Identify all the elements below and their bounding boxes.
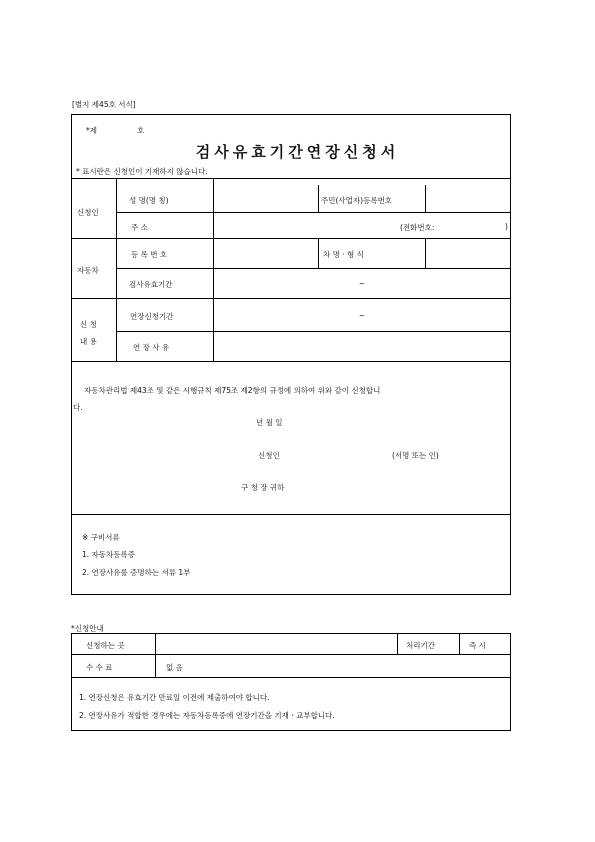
fee-label: 수 수 료 — [86, 663, 113, 672]
declaration-text-line2: 다. — [73, 403, 83, 412]
required-document-2: 2. 연장사유를 증명하는 서류 1부 — [82, 568, 191, 577]
registration-no-field[interactable] — [214, 239, 317, 267]
form-title: 검사유효기간연장신청서 — [195, 143, 400, 161]
request-section-label — [80, 316, 97, 350]
extension-reason-label: 연 장 사 유 — [133, 343, 170, 352]
declaration-text-line1: 자동차관리법 제43조 및 같은 시행규칙 제75조 제2항의 규정에 의하여 위와 같이 신청합니 — [84, 386, 381, 395]
valid-period-tilde: ~ — [358, 279, 366, 288]
address-field[interactable] — [214, 213, 510, 237]
name-label: 성 명(명 칭) — [129, 196, 169, 205]
notice-text: * 표시란은 신청인이 기재하지 않습니다. — [76, 167, 208, 176]
form-reference: [별지 제45호 서식] — [72, 100, 136, 109]
phone-label: (전화번호: — [400, 223, 435, 232]
request-section-line2: 내 용 — [80, 337, 97, 346]
receipt-number-suffix: 호 — [137, 126, 145, 135]
declaration-date: 년 월 일 — [256, 418, 283, 427]
phone-close: ) — [505, 222, 508, 231]
vehicle-model-field[interactable] — [426, 239, 510, 267]
registration-number-field[interactable] — [426, 186, 510, 211]
address-label: 주 소 — [131, 223, 148, 232]
application-place-label: 신청하는 곳 — [86, 641, 125, 650]
vehicle-model-label: 차 명 · 형 식 — [323, 250, 364, 259]
processing-period-value: 즉 시 — [469, 641, 486, 650]
request-section-line1: 신 청 — [80, 320, 97, 329]
guide-note-2: 2. 연장사유가 적합한 경우에는 자동차등록증에 연장기간을 기재ㆍ교부합니다. — [79, 711, 335, 720]
processing-period-label: 처리기간 — [406, 641, 435, 650]
extension-period-tilde: ~ — [358, 311, 366, 320]
application-place-field[interactable] — [156, 634, 396, 653]
extension-period-label: 연장신청기간 — [130, 312, 174, 321]
name-field[interactable] — [214, 186, 317, 211]
extension-reason-field[interactable] — [214, 332, 510, 360]
guide-note-1: 1. 연장신청은 유효기간 만료일 이전에 제출하여야 합니다. — [79, 693, 270, 702]
addressee-text: 구 청 장 귀하 — [241, 483, 285, 492]
applicant-section-label: 신청인 — [77, 208, 99, 217]
applicant-signature-field[interactable] — [295, 446, 387, 460]
fee-value: 없 음 — [166, 663, 183, 672]
guide-header: *신청안내 — [71, 624, 104, 633]
registration-no-label: 등 록 번 호 — [131, 250, 168, 259]
valid-period-label: 검사유효기간 — [129, 280, 173, 289]
registration-number-label: 주민(사업자)등록번호 — [321, 196, 393, 205]
required-document-1: 1. 자동차등록증 — [82, 550, 136, 559]
signature-hint: (서명 또는 인) — [392, 451, 439, 460]
required-documents-header: ※ 구비서류 — [82, 533, 120, 542]
receipt-number-label: *제 — [86, 126, 97, 135]
applicant-signature-label: 신청인 — [258, 451, 280, 460]
vehicle-section-label: 자동차 — [77, 266, 99, 275]
